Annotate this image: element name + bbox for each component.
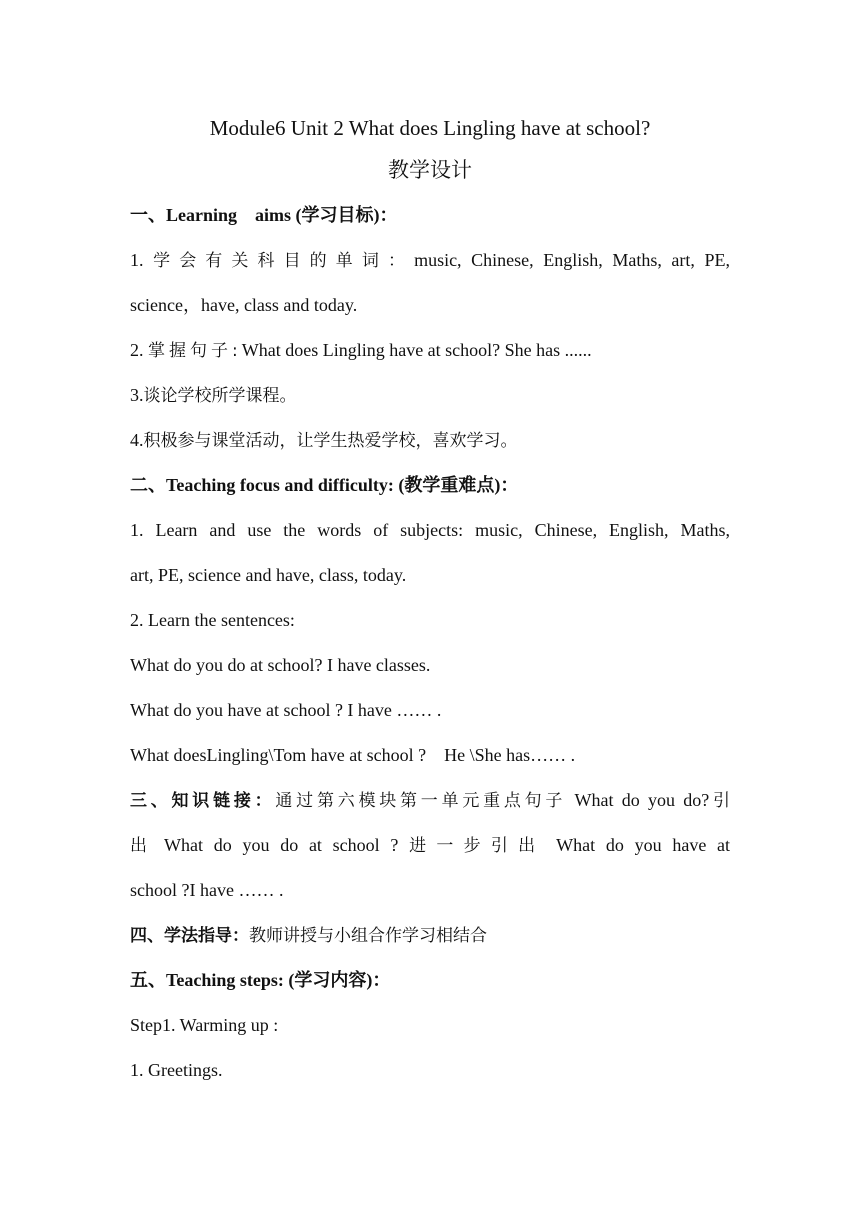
- step1-heading: Step1. Warming up :: [130, 1015, 279, 1035]
- focus-sentence-3: What doesLingling\Tom have at school ? He \She has…… .: [130, 745, 576, 765]
- step1-item-1: 1. Greetings.: [130, 1060, 223, 1080]
- document-page: [130, 108, 730, 1093]
- aims-item-1-cont: science，have, class and today.: [130, 295, 358, 315]
- focus-item-2: 2. Learn the sentences:: [130, 610, 295, 630]
- section4-label: 四、学法指导：: [130, 926, 249, 946]
- section5-heading: [130, 958, 730, 1003]
- section1-label: 一、Learning aims (学习目标)：: [130, 205, 398, 225]
- section3-line-3: school ?I have …… .: [130, 880, 284, 900]
- section3-label: 三、知识链接：: [130, 791, 276, 811]
- focus-item-1: 1. Learn and use the words of subjects: music, Chinese, English, Maths,: [130, 520, 730, 540]
- focus-item-1-cont: art, PE, science and have, class, today.: [130, 565, 407, 585]
- section4-line: 四、学法指导：教师讲授与小组合作学习相结合: [130, 926, 487, 946]
- section2-label: 二、Teaching focus and difficulty: (教学重难点)：: [130, 475, 519, 495]
- aims-item-3: 3.谈论学校所学课程。: [130, 385, 297, 406]
- aims-item-2: 2. 掌握句子:What does Lingling have at school? She has ......: [130, 340, 592, 361]
- section2-heading: [130, 463, 730, 508]
- section5-label: 五、Teaching steps: (学习内容)：: [130, 970, 391, 990]
- aims-item-4: 4.积极参与课堂活动，让学生热爱学校，喜欢学习。: [130, 430, 518, 451]
- document-subtitle: 教学设计: [388, 158, 472, 182]
- section3-line-2: 出 What do you do at school ? 进一步引出 What do you have at: [130, 835, 731, 856]
- focus-sentence-1: What do you do at school? I have classes.: [130, 655, 431, 675]
- aims-item-1: 1. 学会有关科目的单词：music, Chinese, English, Maths, art, PE,: [130, 250, 731, 271]
- section1-heading: [130, 193, 730, 238]
- focus-sentence-2: What do you have at school ? I have …… .: [130, 700, 442, 720]
- document-title: Module6 Unit 2 What does Lingling have at school?: [209, 116, 651, 140]
- section3-line-1: 三、知识链接：通过第六模块第一单元重点句子 What do you do?引: [130, 790, 731, 811]
